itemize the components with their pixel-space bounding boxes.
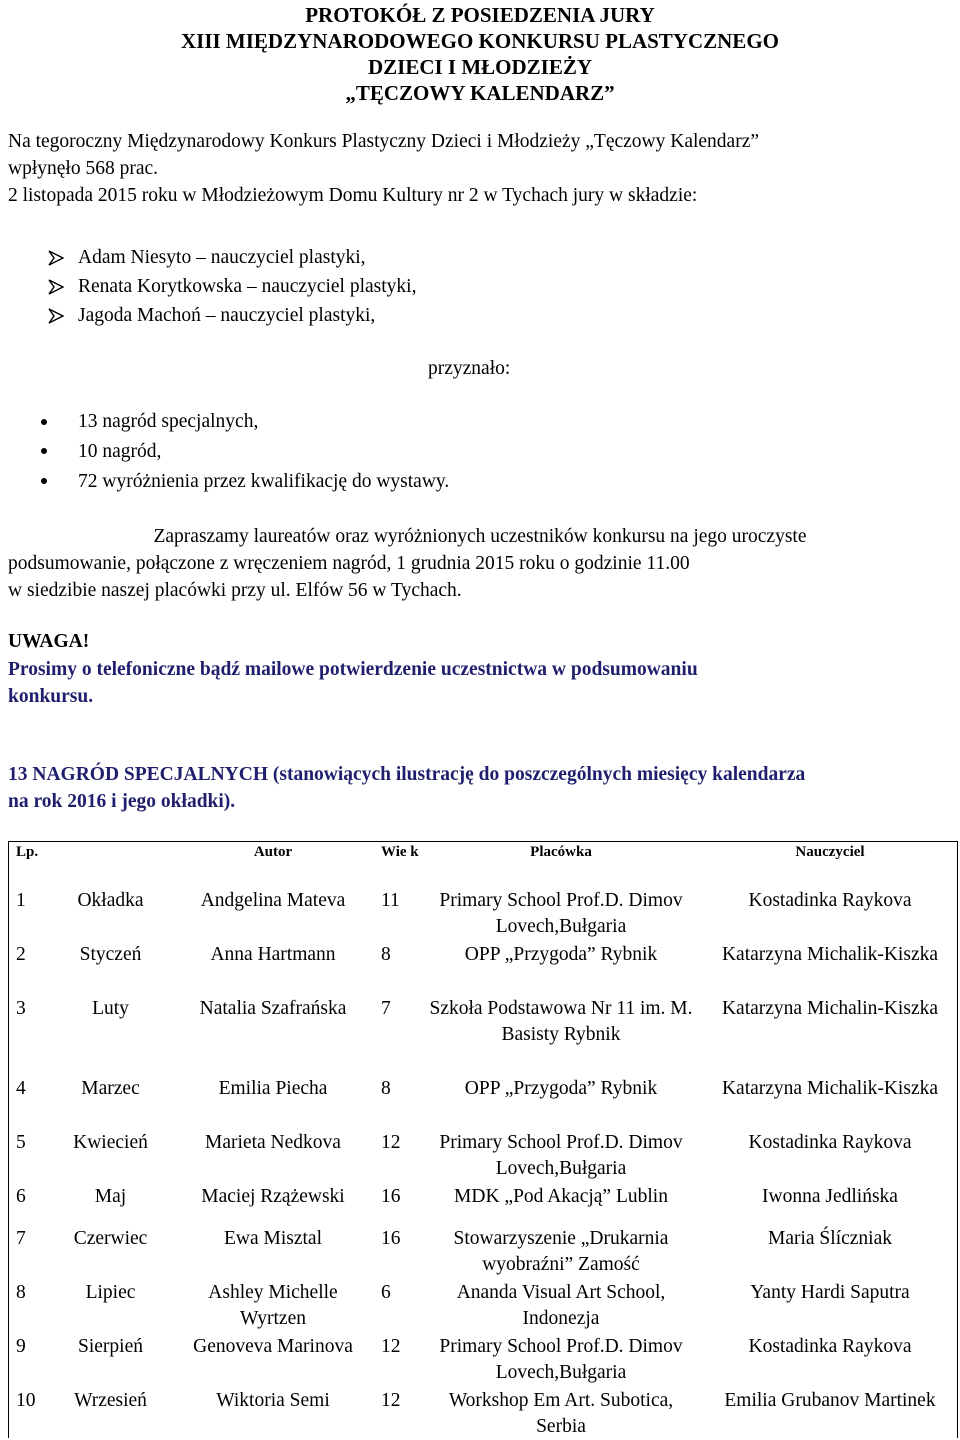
notice-label: UWAGA! xyxy=(8,631,90,652)
cell-school: OPP „Przygoda” Rybnik xyxy=(464,944,658,965)
cell-author: Ashley Michelle Wyrtzen xyxy=(208,1282,338,1329)
cell-month: Lipiec xyxy=(85,1282,136,1303)
arrow-bullet-icon xyxy=(48,279,64,295)
notice-line-2: konkursu. xyxy=(8,686,94,707)
cell-month: Maj xyxy=(94,1186,127,1207)
arrow-bullet-icon xyxy=(48,250,64,266)
cell-author: Wiktoria Semi xyxy=(216,1390,330,1411)
table-row xyxy=(8,1388,959,1440)
awards-table xyxy=(8,841,959,1440)
cell-age: 11 xyxy=(381,890,400,911)
table-row xyxy=(8,1334,959,1388)
cell-age: 8 xyxy=(381,944,391,965)
cell-school: Primary School Prof.D. Dimov Lovech,Bułgaria xyxy=(439,890,683,937)
table-row xyxy=(8,996,959,1076)
table-row xyxy=(8,942,959,996)
cell-lp: 7 xyxy=(16,1228,26,1249)
cell-school: Primary School Prof.D. Dimov Lovech,Bułgaria xyxy=(439,1132,683,1179)
cell-lp: 3 xyxy=(16,998,26,1019)
invitation-line-3: w siedzibie naszej placówki przy ul. Elfów 56 w Tychach. xyxy=(8,580,462,601)
cell-teacher: Katarzyna Michalik-Kiszka xyxy=(721,1078,939,1099)
header-lp: Lp. xyxy=(16,844,39,860)
table-row xyxy=(8,1280,959,1334)
header-author: Autor xyxy=(253,844,293,860)
table-row xyxy=(8,1226,959,1280)
bullet-icon xyxy=(41,448,47,454)
intro-line-1: Na tegoroczny Międzynarodowy Konkurs Plastyczny Dzieci i Młodzieży „Tęczowy Kalendarz” xyxy=(8,131,760,152)
cell-school: Workshop Em Art. Subotica, Serbia xyxy=(448,1390,674,1437)
title-line-1: PROTOKÓŁ Z POSIEDZENIA JURY xyxy=(305,3,655,27)
cell-age: 12 xyxy=(381,1132,401,1153)
cell-age: 16 xyxy=(381,1186,401,1207)
table-row xyxy=(8,1130,959,1184)
cell-teacher: Katarzyna Michalik-Kiszka xyxy=(721,944,939,965)
cell-author: Genoveva Marinova xyxy=(193,1336,353,1357)
cell-month: Styczeń xyxy=(79,944,142,965)
cell-month: Okładka xyxy=(77,890,144,911)
cell-teacher: Maria Ślíczniak xyxy=(768,1228,892,1249)
jury-member-3: Jagoda Machoń – nauczyciel plastyki, xyxy=(78,305,376,326)
header-age: Wie k xyxy=(381,844,419,860)
table-row xyxy=(8,1184,959,1226)
cell-author: Natalia Szafrańska xyxy=(199,998,347,1019)
cell-lp: 9 xyxy=(16,1336,26,1357)
cell-teacher: Emilia Grubanov Martinek xyxy=(724,1390,936,1411)
title-line-3: DZIECI I MŁODZIEŻY xyxy=(367,55,593,79)
cell-author: Anna Hartmann xyxy=(210,944,336,965)
cell-age: 6 xyxy=(381,1282,391,1303)
section-heading-line-1: 13 NAGRÓD SPECJALNYCH (stanowiących ilustrację do poszczególnych miesięcy kalendarza xyxy=(8,764,806,785)
cell-age: 16 xyxy=(381,1228,401,1249)
jury-member-1: Adam Niesyto – nauczyciel plastyki, xyxy=(78,247,366,268)
header-school: Placówka xyxy=(530,844,592,860)
cell-school: Stowarzyszenie „Drukarnia wyobraźni” Zamość xyxy=(453,1228,669,1275)
cell-age: 7 xyxy=(381,998,391,1019)
cell-teacher: Kostadinka Raykova xyxy=(748,1336,912,1357)
cell-author: Marieta Nedkova xyxy=(205,1132,341,1153)
bullet-icon xyxy=(41,478,47,484)
invitation-line-1: Zapraszamy laureatów oraz wyróżnionych uczestników konkursu na jego uroczyste xyxy=(153,526,807,547)
header-teacher: Nauczyciel xyxy=(795,844,865,860)
award-summary-2: 10 nagród, xyxy=(78,441,162,462)
table-row xyxy=(8,1076,959,1130)
cell-month: Czerwiec xyxy=(73,1228,148,1249)
cell-teacher: Katarzyna Michalin-Kiszka xyxy=(721,998,939,1019)
cell-school: Ananda Visual Art School, Indonezja xyxy=(456,1282,666,1329)
intro-line-2: wpłynęło 568 prac. xyxy=(8,158,159,179)
cell-age: 12 xyxy=(381,1336,401,1357)
intro-line-3: 2 listopada 2015 roku w Młodzieżowym Domu Kultury nr 2 w Tychach jury w składzie: xyxy=(8,185,698,206)
invitation-line-2: podsumowanie, połączone z wręczeniem nagród, 1 grudnia 2015 roku o godzinie 11.00 xyxy=(8,553,690,574)
award-summary-3: 72 wyróżnienia przez kwalifikację do wystawy. xyxy=(78,471,450,492)
title-line-2: XIII MIĘDZYNARODOWEGO KONKURSU PLASTYCZNEGO xyxy=(181,29,779,53)
cell-teacher: Yanty Hardi Saputra xyxy=(750,1282,910,1303)
cell-month: Luty xyxy=(92,998,129,1019)
table-row xyxy=(8,888,959,942)
cell-teacher: Kostadinka Raykova xyxy=(748,1132,912,1153)
cell-author: Maciej Rzążewski xyxy=(201,1186,345,1207)
cell-lp: 8 xyxy=(16,1282,26,1303)
cell-school: OPP „Przygoda” Rybnik xyxy=(464,1078,658,1099)
cell-school: Primary School Prof.D. Dimov Lovech,Bułgaria xyxy=(439,1336,683,1383)
table-header-row xyxy=(8,841,959,888)
cell-lp: 4 xyxy=(16,1078,26,1099)
cell-author: Andgelina Mateva xyxy=(200,890,346,911)
cell-lp: 2 xyxy=(16,944,26,965)
cell-teacher: Iwonna Jedlińska xyxy=(762,1186,898,1207)
cell-author: Ewa Misztal xyxy=(223,1228,322,1249)
awarded-label: przyznało: xyxy=(428,358,511,379)
cell-lp: 10 xyxy=(16,1390,36,1411)
cell-lp: 6 xyxy=(16,1186,26,1207)
cell-month: Kwiecień xyxy=(73,1132,148,1153)
jury-member-2: Renata Korytkowska – nauczyciel plastyki, xyxy=(78,276,417,297)
cell-school: MDK „Pod Akacją” Lublin xyxy=(454,1186,668,1207)
cell-month: Marzec xyxy=(81,1078,140,1099)
cell-age: 8 xyxy=(381,1078,391,1099)
cell-teacher: Kostadinka Raykova xyxy=(748,890,912,911)
cell-school: Szkoła Podstawowa Nr 11 im. M. Basisty Rybnik xyxy=(429,998,693,1045)
cell-month: Sierpień xyxy=(78,1336,143,1357)
notice-line-1: Prosimy o telefoniczne bądź mailowe potwierdzenie uczestnictwa w podsumowaniu xyxy=(8,659,698,680)
cell-month: Wrzesień xyxy=(74,1390,147,1411)
cell-age: 12 xyxy=(381,1390,401,1411)
award-summary-1: 13 nagród specjalnych, xyxy=(78,411,259,432)
arrow-bullet-icon xyxy=(48,308,64,324)
section-heading-line-2: na rok 2016 i jego okładki). xyxy=(8,791,236,812)
header-month xyxy=(48,841,173,888)
title-line-4: „TĘCZOWY KALENDARZ” xyxy=(345,81,615,105)
cell-lp: 1 xyxy=(16,890,26,911)
cell-author: Emilia Piecha xyxy=(218,1078,328,1099)
cell-lp: 5 xyxy=(16,1132,26,1153)
bullet-icon xyxy=(41,419,47,425)
